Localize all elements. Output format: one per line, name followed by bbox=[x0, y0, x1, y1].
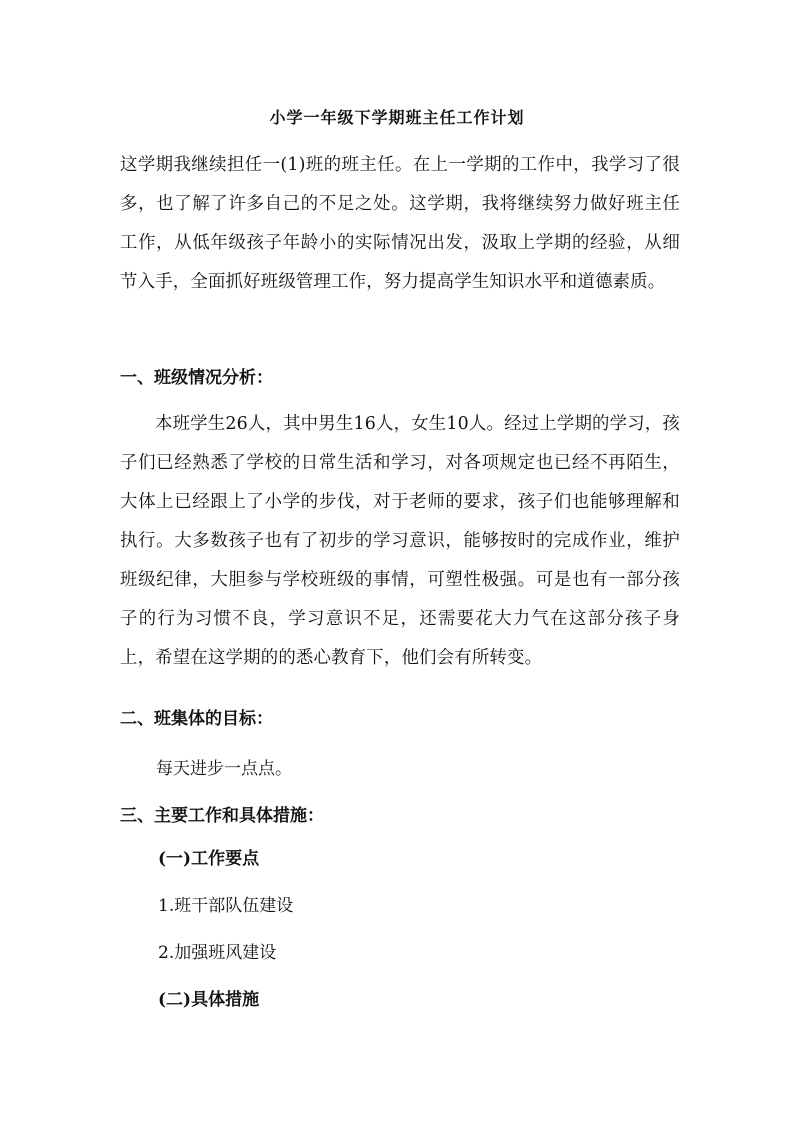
section3-sub1-heading: (一)工作要点 bbox=[158, 849, 260, 869]
section2-text: 每天进步一点点。 bbox=[156, 759, 292, 779]
section1-paragraph: 本班学生26人，其中男生16人，女生10人。经过上学期的学习，孩子们已经熟悉了学校的日常生活和学习，对各项规定也已经不再陌生，大体上已经跟上了小学的步伐，对于老师的要求，孩子们也能够理解和执行。大多数孩子也有了初步的学习意识，能够按时的完成作业，维护班级纪律，大胆参与学校班级的事情，可塑性极强。可是也有一部分孩子的行为习惯不良，学习意识不足，还需要花大力气在这部分孩子身上，希望在这学期的的悉心教育下，他们会有所转变。 bbox=[120, 414, 680, 668]
section3-heading: 三、主要工作和具体措施： bbox=[120, 806, 324, 826]
section3-item-1: 1.班干部队伍建设 bbox=[158, 896, 294, 916]
section2-heading: 二、班集体的目标： bbox=[120, 709, 273, 729]
section3-sub2-heading: (二)具体措施 bbox=[158, 990, 260, 1010]
document-title: 小学一年级下学期班主任工作计划 bbox=[269, 108, 525, 127]
section1-heading: 一、班级情况分析： bbox=[120, 368, 273, 388]
section3-item-2: 2.加强班风建设 bbox=[158, 943, 277, 963]
intro-paragraph: 这学期我继续担任一(1)班的班主任。在上一学期的工作中，我学习了很多，也了解了许多自己的不足之处。这学期，我将继续努力做好班主任工作，从低年级孩子年龄小的实际情况出发，汲取上学期的经验，从细节入手，全面抓好班级管理工作，努力提高学生知识水平和道德素质。 bbox=[120, 155, 680, 292]
